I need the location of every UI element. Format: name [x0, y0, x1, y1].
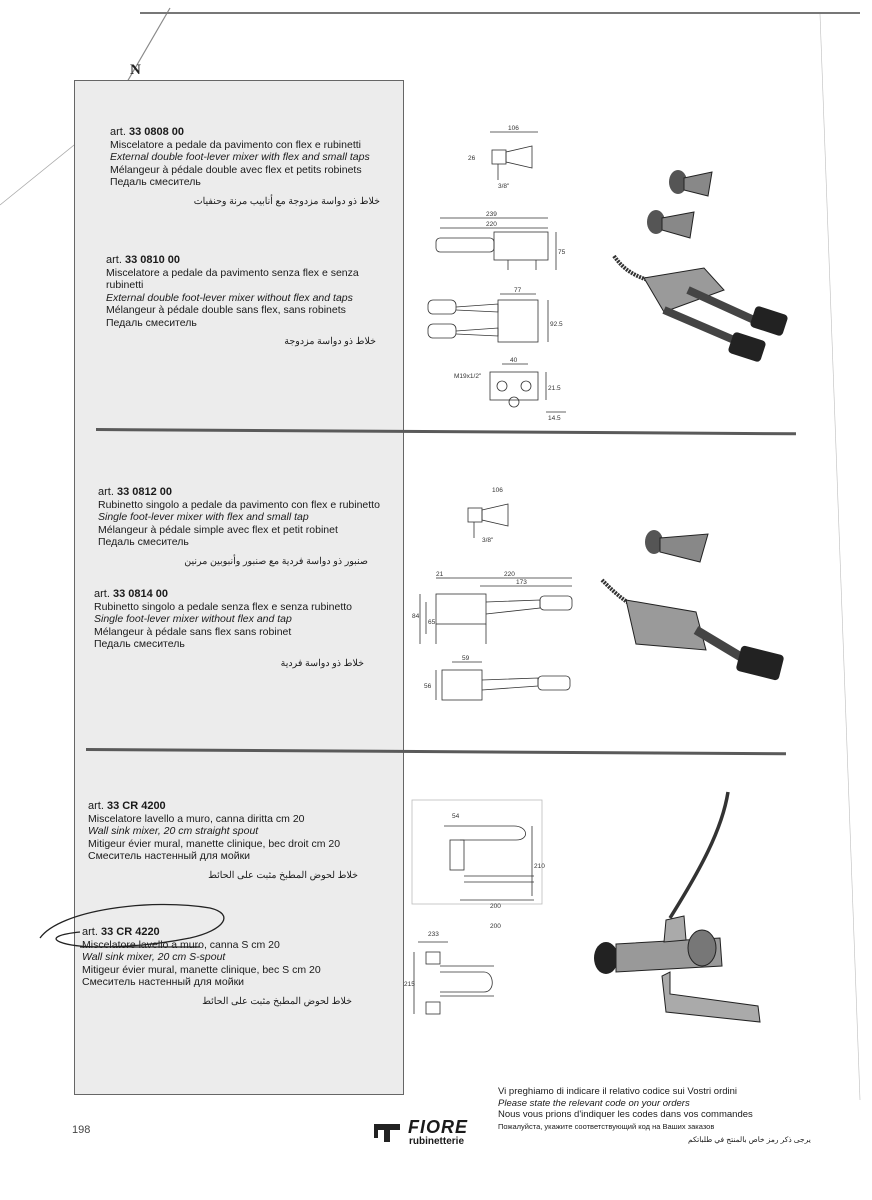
svg-text:106: 106: [508, 125, 519, 132]
desc-fr: Mélangeur à pédale double avec flex et petits robinets: [110, 163, 362, 176]
svg-text:21.5: 21.5: [548, 385, 561, 392]
svg-text:54: 54: [452, 813, 460, 820]
svg-text:200: 200: [490, 923, 501, 930]
desc-en: Wall sink mixer, 20 cm S-spout: [82, 951, 226, 963]
desc-ru: Педаль смеситель: [106, 316, 197, 329]
order-code-note: [498, 1086, 838, 1146]
brand-name: FIORE: [408, 1117, 469, 1137]
article-code-line: art. 33 CR 4220: [82, 926, 160, 938]
product-entry-33-0808-00: [110, 126, 395, 208]
note-fr: Nous vous prions d'indiquer les codes dans vos commandes: [498, 1109, 753, 1120]
desc-ar: خلاط ذو دواسة مزدوجة: [284, 336, 376, 347]
svg-text:239: 239: [486, 211, 497, 218]
faucet-icon: [372, 1122, 406, 1144]
product-photo-wall-sink-mixer: [590, 790, 780, 1040]
svg-text:21: 21: [436, 571, 444, 578]
svg-text:215: 215: [404, 981, 415, 988]
scan-top-edge: [140, 0, 860, 14]
desc-it: Miscelatore a pedale da pavimento senza flex e senza rubinetti: [106, 266, 359, 291]
desc-ru: Педаль смеситель: [94, 638, 185, 650]
desc-fr: Mitigeur évier mural, manette clinique, bec S cm 20: [82, 963, 321, 976]
desc-it: Miscelatore a pedale da pavimento con flex e rubinetti: [110, 138, 361, 151]
desc-fr: Mélangeur à pédale sans flex sans robinet: [94, 625, 292, 638]
article-code-line: art. 33 0814 00: [94, 588, 169, 600]
page-number: 198: [72, 1124, 91, 1136]
svg-text:233: 233: [428, 931, 439, 938]
technical-drawing-s1: [420, 120, 600, 430]
desc-ar: خلاط ذو دواسة مزدوجة مع أنابيب مرنة وحنفيات: [193, 195, 380, 207]
svg-text:92.5: 92.5: [550, 321, 563, 328]
desc-en: Single foot-lever mixer with flex and small tap: [98, 511, 309, 523]
desc-ru: Смеситель настенный для мойки: [88, 850, 251, 862]
product-entry-33-0810-00: [106, 254, 391, 349]
desc-ru: Педаль смеситель: [110, 176, 201, 188]
note-en: Please state the relevant code on your orders: [498, 1097, 690, 1109]
desc-fr: Mélangeur à pédale double sans flex, sans robinets: [106, 304, 346, 316]
note-it: Vi preghiamo di indicare il relativo codice sui Vostri ordini: [498, 1086, 738, 1097]
svg-text:56: 56: [424, 683, 432, 690]
desc-en: Wall sink mixer, 20 cm straight spout: [88, 825, 259, 837]
product-entry-33-cr-4200: [88, 800, 373, 882]
desc-fr: Mélangeur à pédale simple avec flex et petit robinet: [98, 523, 338, 536]
desc-it: Miscelatore lavello a muro, canna S cm 20: [82, 938, 280, 951]
svg-text:59: 59: [462, 655, 470, 662]
svg-text:40: 40: [510, 357, 518, 364]
desc-it: Miscelatore lavello a muro, canna diritta cm 20: [88, 812, 305, 825]
article-code-line: art. 33 0810 00: [106, 254, 181, 266]
technical-drawing-s2: [410, 484, 590, 724]
svg-text:84: 84: [412, 613, 420, 620]
desc-en: External double foot-lever mixer without flex and taps: [106, 291, 353, 304]
product-entry-33-0812-00: [98, 486, 383, 568]
svg-text:M19x1/2": M19x1/2": [454, 373, 482, 380]
desc-ru: Педаль смеситель: [98, 536, 189, 548]
svg-text:210: 210: [534, 863, 545, 870]
section-corner-letter: N: [130, 62, 141, 78]
svg-text:200: 200: [490, 903, 501, 910]
article-code-line: art. 33 0812 00: [98, 486, 173, 498]
product-entry-33-0814-00: [94, 588, 379, 670]
handwritten-ellipse-mark: [20, 890, 240, 960]
svg-text:65: 65: [428, 619, 436, 626]
svg-text:75: 75: [558, 249, 566, 256]
svg-text:3/8": 3/8": [498, 183, 510, 190]
svg-text:77: 77: [514, 287, 522, 294]
desc-ar: خلاط ذو دواسة فردية: [280, 657, 364, 669]
svg-text:173: 173: [516, 579, 527, 586]
desc-ar: صنبور ذو دواسة فردية مع صنبور وأنبوبين مرنين: [184, 555, 368, 567]
article-code-line: art. 33 CR 4200: [88, 800, 166, 812]
technical-drawing-s3: [404, 796, 554, 1086]
desc-it: Rubinetto singolo a pedale da pavimento con flex e rubinetto: [98, 498, 380, 511]
note-ru: Пожалуйста, укажите соответствующий код на Ваших заказов: [498, 1121, 715, 1131]
product-photo-double-foot-lever-mixer: [604, 160, 794, 380]
brand-subtitle: rubinetterie: [409, 1136, 465, 1147]
note-ar: يرجى ذكر رمز خاص بالمنتج في طلباتكم: [688, 1135, 811, 1144]
svg-text:220: 220: [504, 571, 515, 578]
svg-text:220: 220: [486, 221, 497, 228]
article-code-line: art. 33 0808 00: [110, 126, 185, 138]
svg-text:3/8": 3/8": [482, 537, 494, 544]
desc-en: Single foot-lever mixer without flex and tap: [94, 613, 292, 625]
svg-text:106: 106: [492, 487, 503, 494]
desc-fr: Mitigeur évier mural, manette clinique, bec droit cm 20: [88, 837, 341, 850]
fiore-logo: [372, 1116, 482, 1152]
svg-text:14.5: 14.5: [548, 415, 561, 422]
product-photo-single-foot-lever-mixer: [596, 520, 796, 700]
desc-en: External double foot-lever mixer with flex and small taps: [110, 151, 370, 163]
desc-ru: Смеситель настенный для мойки: [82, 976, 245, 988]
desc-ar: خلاط لحوض المطبخ مثبت على الحائط: [208, 869, 358, 881]
svg-text:26: 26: [468, 155, 476, 162]
desc-ar: خلاط لحوض المطبخ مثبت على الحائط: [202, 995, 352, 1007]
desc-it: Rubinetto singolo a pedale senza flex e senza rubinetto: [94, 600, 353, 613]
